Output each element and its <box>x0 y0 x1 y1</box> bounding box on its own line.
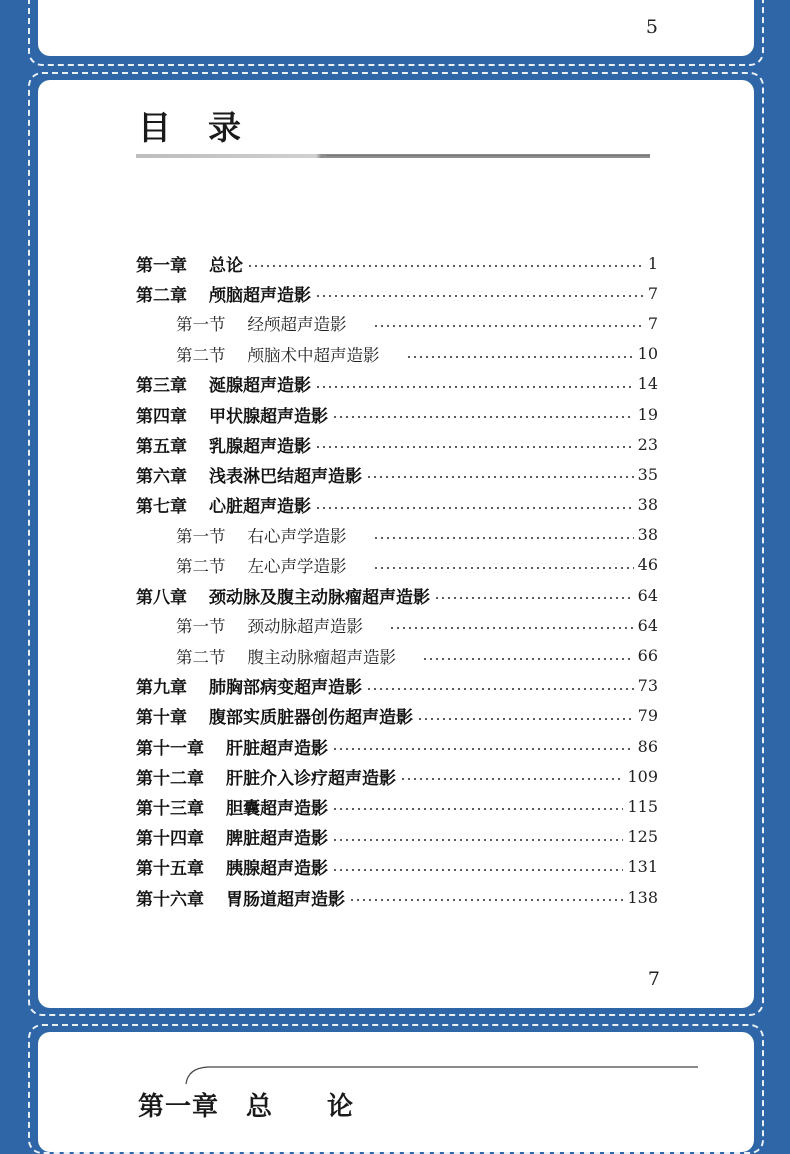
toc-leader-dots <box>332 869 623 871</box>
toc-entry-label: 第一节 <box>176 617 226 637</box>
toc-entry-page: 125 <box>627 827 658 847</box>
toc-title: 目 录 <box>138 108 243 147</box>
toc-list <box>136 248 658 912</box>
toc-entry-label: 第一节 <box>176 315 226 335</box>
toc-entry-page: 64 <box>637 585 658 605</box>
toc-entry-title: 颈动脉及腹主动脉瘤超声造影 <box>209 587 430 608</box>
toc-entry-label: 第五章 <box>136 436 187 457</box>
toc-entry-label: 第九章 <box>136 678 187 699</box>
toc-page-number: 7 <box>647 968 660 990</box>
toc-leader-dots <box>315 386 634 388</box>
toc-entry-label: 第十六章 <box>136 889 204 910</box>
toc-entry-title: 心脏超声造影 <box>209 497 311 518</box>
toc-entry-label: 第十一章 <box>136 738 204 759</box>
toc-entry-label: 第十二章 <box>136 768 204 789</box>
toc-entry-title: 肝脏超声造影 <box>226 738 328 759</box>
toc-entry-page: 23 <box>637 434 658 454</box>
toc-entry-page: 131 <box>627 857 658 877</box>
toc-entry-page: 38 <box>637 525 658 545</box>
toc-entry-section <box>136 520 658 550</box>
title-rule <box>136 154 650 158</box>
toc-entry-label: 第三章 <box>136 376 187 397</box>
toc-entry-title: 肝脏介入诊疗超声造影 <box>226 768 396 789</box>
toc-leader-dots <box>373 325 644 327</box>
toc-leader-dots <box>315 446 634 448</box>
toc-leader-dots <box>315 295 644 297</box>
toc-entry-section <box>136 640 658 670</box>
toc-entry-chapter <box>136 429 658 459</box>
toc-entry-title: 颈动脉超声造影 <box>247 617 363 637</box>
toc-entry-title: 颅脑术中超声造影 <box>247 345 380 365</box>
toc-leader-dots <box>373 567 634 569</box>
toc-entry-chapter <box>136 671 658 701</box>
chapter1-heading: 第一章 总 论 <box>138 1092 355 1122</box>
toc-entry-chapter <box>136 761 658 791</box>
toc-entry-page: 64 <box>637 615 658 635</box>
toc-entry-label: 第十五章 <box>136 859 204 880</box>
toc-leader-dots <box>389 627 634 629</box>
toc-leader-dots <box>247 265 644 267</box>
toc-entry-chapter <box>136 731 658 761</box>
toc-entry-page: 86 <box>637 736 658 756</box>
toc-entry-page: 138 <box>627 887 658 907</box>
toc-entry-page: 1 <box>647 253 658 273</box>
toc-entry-page: 35 <box>637 464 658 484</box>
bottom-page <box>38 1032 754 1152</box>
toc-entry-chapter <box>136 580 658 610</box>
toc-leader-dots <box>332 416 634 418</box>
toc-entry-page: 115 <box>627 796 658 816</box>
toc-entry-section <box>136 339 658 369</box>
toc-entry-chapter <box>136 882 658 912</box>
toc-entry-label: 第一节 <box>176 526 226 546</box>
toc-leader-dots <box>406 356 634 358</box>
toc-entry-title: 甲状腺超声造影 <box>209 406 328 427</box>
toc-entry-title: 左心声学造影 <box>247 556 347 576</box>
toc-entry-label: 第六章 <box>136 466 187 487</box>
toc-leader-dots <box>400 778 623 780</box>
toc-entry-section <box>136 550 658 580</box>
toc-entry-chapter <box>136 852 658 882</box>
top-page-number: 5 <box>645 16 658 38</box>
toc-entry-label: 第八章 <box>136 587 187 608</box>
toc-entry-page: 46 <box>637 555 658 575</box>
toc-entry-title: 右心声学造影 <box>247 526 347 546</box>
toc-entry-chapter <box>136 490 658 520</box>
toc-leader-dots <box>315 507 634 509</box>
toc-entry-page: 19 <box>637 404 658 424</box>
toc-entry-title: 乳腺超声造影 <box>209 436 311 457</box>
toc-entry-page: 38 <box>637 495 658 515</box>
toc-leader-dots <box>422 658 634 660</box>
toc-entry-label: 第二节 <box>176 647 226 667</box>
toc-leader-dots <box>332 808 623 810</box>
toc-entry-title: 总论 <box>209 255 243 276</box>
toc-entry-chapter <box>136 791 658 821</box>
toc-leader-dots <box>332 839 623 841</box>
toc-entry-page: 79 <box>637 706 658 726</box>
toc-entry-label: 第十三章 <box>136 798 204 819</box>
toc-entry-page: 10 <box>637 344 658 364</box>
toc-entry-label: 第十章 <box>136 708 187 729</box>
toc-leader-dots <box>434 597 634 599</box>
toc-entry-title: 腹主动脉瘤超声造影 <box>247 647 396 667</box>
toc-leader-dots <box>366 688 634 690</box>
toc-entry-title: 胰腺超声造影 <box>226 859 328 880</box>
top-page <box>38 0 754 56</box>
toc-entry-page: 7 <box>647 313 658 333</box>
toc-entry-chapter <box>136 701 658 731</box>
toc-entry-title: 经颅超声造影 <box>247 315 347 335</box>
toc-entry-chapter <box>136 278 658 308</box>
toc-entry-label: 第四章 <box>136 406 187 427</box>
toc-entry-chapter <box>136 369 658 399</box>
toc-entry-title: 浅表淋巴结超声造影 <box>209 466 362 487</box>
toc-entry-section <box>136 610 658 640</box>
toc-entry-chapter <box>136 459 658 489</box>
toc-entry-label: 第二章 <box>136 285 187 306</box>
toc-entry-label: 第二节 <box>176 345 226 365</box>
toc-leader-dots <box>332 748 634 750</box>
toc-entry-title: 肺胸部病变超声造影 <box>209 678 362 699</box>
toc-entry-title: 脾脏超声造影 <box>226 829 328 850</box>
toc-entry-chapter <box>136 399 658 429</box>
toc-entry-title: 胃肠道超声造影 <box>226 889 345 910</box>
toc-entry-title: 颅脑超声造影 <box>209 285 311 306</box>
toc-entry-label: 第七章 <box>136 497 187 518</box>
toc-entry-section <box>136 308 658 338</box>
toc-entry-page: 7 <box>647 283 658 303</box>
toc-entry-page: 66 <box>637 646 658 666</box>
toc-leader-dots <box>373 537 634 539</box>
toc-entry-label: 第十四章 <box>136 829 204 850</box>
toc-page <box>38 80 754 1008</box>
toc-entry-label: 第二节 <box>176 556 226 576</box>
toc-entry-label: 第一章 <box>136 255 187 276</box>
toc-entry-page: 14 <box>637 374 658 394</box>
toc-entry-page: 73 <box>637 676 658 696</box>
toc-leader-dots <box>417 718 634 720</box>
toc-entry-page: 109 <box>627 766 658 786</box>
toc-leader-dots <box>366 476 634 478</box>
toc-leader-dots <box>349 899 623 901</box>
toc-entry-chapter <box>136 248 658 278</box>
toc-entry-chapter <box>136 822 658 852</box>
toc-entry-title: 涎腺超声造影 <box>209 376 311 397</box>
toc-entry-title: 腹部实质脏器创伤超声造影 <box>209 708 413 729</box>
toc-entry-title: 胆囊超声造影 <box>226 798 328 819</box>
